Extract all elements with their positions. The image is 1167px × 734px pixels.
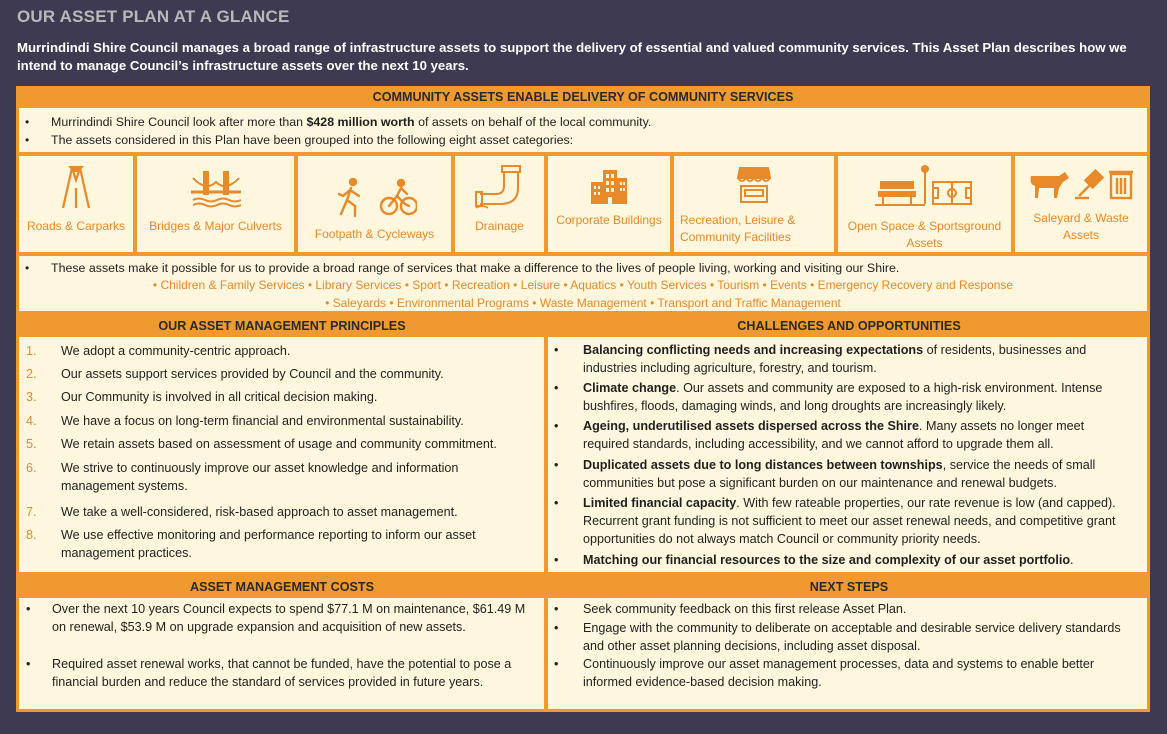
asset-plan-panel — [16, 86, 1150, 712]
community-intro-box: • Murrindindi Shire Council look after more than $428 million worth of assets on behalf of the local community. • The assets considered in this Plan have been grouped into the following eight asset categories: — [19, 108, 1147, 152]
next-steps-header: NEXT STEPS — [809, 580, 889, 594]
cyclist-walker-icon — [333, 178, 417, 218]
services-box: • These assets make it possible for us to provide a broad range of services that make a difference to the lives of people living, working and visiting our Shire. • Children & Family Services • Library Services • Sport • Recreation • Leisure • Aquatics • Youth Services • Tourism • Events • Emergency Recovery and Response • Saleyards • Environmental Programs • Waste Management • Transport and Traffic Management — [19, 256, 1147, 311]
services-list-line: • Children & Family Services • Library Services • Sport • Recreation • Leisure • Aquatics • Youth Services • Tourism • Events • Emergency Recovery and Response — [152, 278, 1014, 292]
market-stall-icon — [736, 166, 772, 204]
challenges-box: • Balancing conflicting needs and increasing expectations of residents, businesses and industries including agriculture, forestry, and tourism. • Climate change. Our assets and community are exposed to a high-risk environment. Intense bushfires, floods, damaging winds, and long droughts are increasingly likely. • Ageing, underutilised assets dispersed across the Shire. Many assets no longer meet required standards, including accessibility, and we cannot afford to upgrade them all. • Duplicated assets due to long distances between townships, service the needs of small communities but pose a significant burden on our maintenance and renewal budgets. • Limited financial capacity. With few rateable properties, our rate revenue is low (and capped). Recurrent grant funding is not sufficient to meet our asset renewal needs, and competitive grant opportunities do not always match Council or community priority needs. • Matching our financial resources to the size and complexity of our asset portfolio. — [548, 337, 1147, 572]
cow-gavel-bin-icon — [1027, 166, 1135, 200]
category-open-space — [838, 156, 1011, 252]
drainage-pipe-icon — [474, 164, 526, 210]
costs-header: ASSET MANAGEMENT COSTS — [189, 580, 375, 594]
category-saleyard-waste — [1015, 156, 1147, 252]
costs-box: • Over the next 10 years Council expects to spend $77.1 M on maintenance, $61.49 M on renewal, $53.9 M on upgrade expansion and acquisition of new assets. • Required asset renewal works, that cannot be funded, have the potential to pose a financial burden and reduce the standard of services provided in future years. — [19, 598, 544, 709]
buildings-icon — [589, 168, 629, 204]
principles-header: OUR ASSET MANAGEMENT PRINCIPLES — [158, 319, 406, 333]
category-recreation — [674, 156, 834, 252]
asset-value: $428 million worth — [306, 115, 415, 129]
bridge-icon — [191, 168, 241, 208]
category-corporate-buildings — [548, 156, 670, 252]
category-drainage — [455, 156, 544, 252]
challenges-header: CHALLENGES AND OPPORTUNITIES — [737, 319, 961, 333]
category-label: Bridges & Major Culverts — [149, 219, 282, 233]
next-steps-box: • Seek community feedback on this first release Asset Plan. • Engage with the community to deliberate on acceptable and desirable service delivery standards and other asset planning decisions, including asset disposal. • Continuously improve our asset management processes, data and systems to enable better informed evidence-based decision making. — [548, 598, 1147, 709]
community-header: COMMUNITY ASSETS ENABLE DELIVERY OF COMMUNITY SERVICES — [372, 90, 794, 104]
park-bench-field-icon — [875, 164, 975, 210]
category-label: Saleyard & Waste Assets — [1033, 211, 1129, 242]
category-bridges — [137, 156, 294, 252]
roads-icon — [59, 164, 93, 210]
category-roads — [19, 156, 133, 252]
intro-text: Murrindindi Shire Council manages a broad range of infrastructure assets to support the delivery of essential and valued community services. This Asset Plan describes how we intend to manage Council’s infrastructure assets over the next 10 years. — [17, 40, 1127, 73]
category-label: Roads & Carparks — [26, 219, 126, 233]
services-list-line: • Saleyards • Environmental Programs • Waste Management • Transport and Traffic Management — [325, 296, 841, 310]
category-label: Drainage — [475, 219, 524, 233]
category-label: Open Space & Sportsground Assets — [847, 219, 1002, 250]
category-label: Footpath & Cycleways — [314, 227, 435, 241]
category-label: Corporate Buildings — [556, 213, 662, 227]
page-title: OUR ASSET PLAN AT A GLANCE — [17, 7, 290, 26]
category-footpaths — [298, 156, 451, 252]
principles-box: 1. We adopt a community-centric approach. 2. Our assets support services provided by Council and the community. 3. Our Community is involved in all critical decision making. 4. We have a focus on long-term financial and environmental sustainability. 5. We retain assets based on assessment of usage and community commitment. 6. We strive to continuously improve our asset knowledge and information management systems. 7. We take a well-considered, risk-based approach to asset management. 8. We use effective monitoring and performance reporting to inform our asset management practices. — [19, 337, 544, 572]
category-label: Recreation, Leisure & Community Facilities — [680, 213, 796, 244]
